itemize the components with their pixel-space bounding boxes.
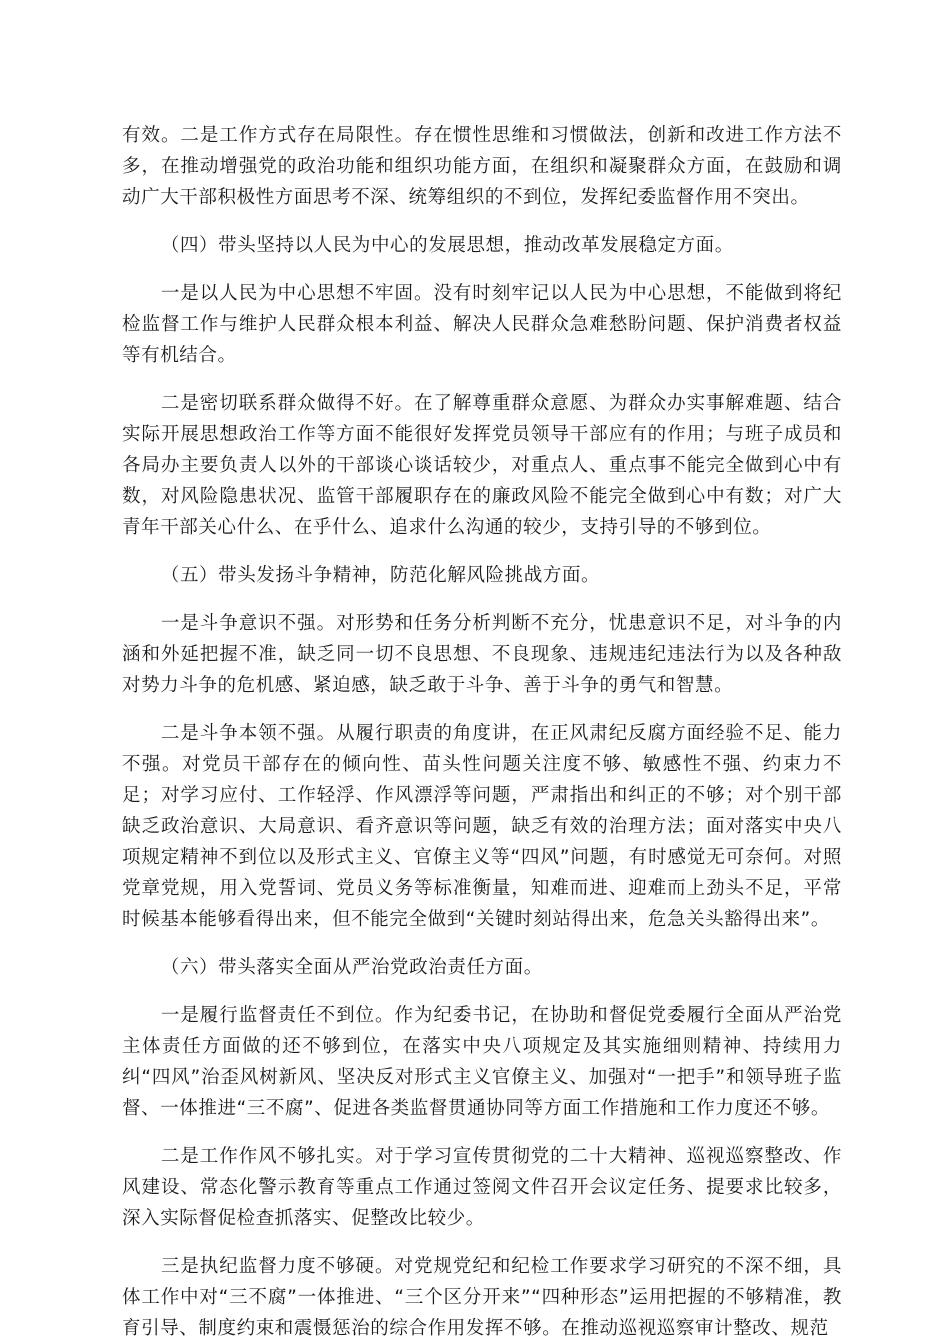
paragraph-continuation: 有效。二是工作方式存在局限性。存在惯性思维和习惯做法，创新和改进工作方法不多，在推动增强党的政治功能和组织功能方面，在组织和凝聚群众方面，在鼓励和调动广大干部积极性方面思考不深、统筹组织的不到位，发挥纪委监督作用不突出。 xyxy=(122,125,842,208)
paragraph-4-2: 二是密切联系群众做得不好。在了解尊重群众意愿、为群众办实事解难题、结合实际开展思想政治工作等方面不能很好发挥党员领导干部应有的作用；与班子成员和各局办主要负责人以外的干部谈心谈话较少，对重点人、重点事不能完全做到心中有数，对风险隐患状况、监管干部履职存在的廉政风险不能完全做到心中有数；对广大青年干部关心什么、在乎什么、追求什么沟通的较少，支持引导的不够到位。 xyxy=(122,393,842,538)
section-heading-6: （六）带头落实全面从严治党政治责任方面。 xyxy=(160,957,543,978)
paragraph-6-1: 一是履行监督责任不到位。作为纪委书记，在协助和督促党委履行全面从严治党主体责任方面做的还不够到位，在落实中央八项规定及其实施细则精神、持续用力纠“四风”治歪风树新风、坚决反对形式主义官僚主义、加强对“一把手”和领导班子监督、一体推进“三不腐”、促进各类监督贯通协同等方面工作措施和工作力度还不够。 xyxy=(122,1005,842,1119)
paragraph-6-2: 二是工作作风不够扎实。对于学习宣传贯彻党的二十大精神、巡视巡察整改、作风建设、常态化警示教育等重点工作通过签阅文件召开会议定任务、提要求比较多，深入实际督促检查抓落实、促整改比较少。 xyxy=(122,1146,842,1229)
paragraph-4-1: 一是以人民为中心思想不牢固。没有时刻牢记以人民为中心思想，不能做到将纪检监督工作与维护人民群众根本利益、解决人民群众急难愁盼问题、保护消费者权益等有机结合。 xyxy=(122,283,842,366)
paragraph-6-3: 三是执纪监督力度不够硬。对党规党纪和纪检工作要求学习研究的不深不细，具体工作中对“三不腐”一体推进、“三个区分开来”“四种形态”运用把握的不够精准，教育引导、制度约束和震慑惩治的综合作用发挥不够。在推动巡视巡察审计整改、规范 xyxy=(122,1256,842,1339)
paragraph-5-1: 一是斗争意识不强。对形势和任务分析判断不充分，忧患意识不足，对斗争的内涵和外延把握不准，缺乏同一切不良思想、不良现象、违规违纪违法行为以及各种敌对势力斗争的危机感、紧迫感，缺乏敢于斗争、善于斗争的勇气和智慧。 xyxy=(122,613,842,696)
paragraph-5-2: 二是斗争本领不强。从履行职责的角度讲，在正风肃纪反腐方面经验不足、能力不强。对党员干部存在的倾向性、苗头性问题关注度不够、敏感性不强、约束力不足；对学习应付、工作轻浮、作风漂浮等问题，严肃指出和纠正的不够；对个别干部缺乏政治意识、大局意识、看齐意识等问题，缺乏有效的治理方法；面对落实中央八项规定精神不到位以及形式主义、官僚主义等“四风”问题，有时感觉无可奈何。对照党章党规，用入党誓词、党员义务等标准衡量，知难而进、迎难而上劲头不足，平常时候基本能够看得出来，但不能完全做到“关键时刻站得出来，危急关头豁得出来”。 xyxy=(122,723,842,930)
document-page xyxy=(122,120,842,1344)
section-heading-5: （五）带头发扬斗争精神，防范化解风险挑战方面。 xyxy=(160,565,601,586)
section-heading-4: （四）带头坚持以人民为中心的发展思想，推动改革发展稳定方面。 xyxy=(160,235,734,256)
